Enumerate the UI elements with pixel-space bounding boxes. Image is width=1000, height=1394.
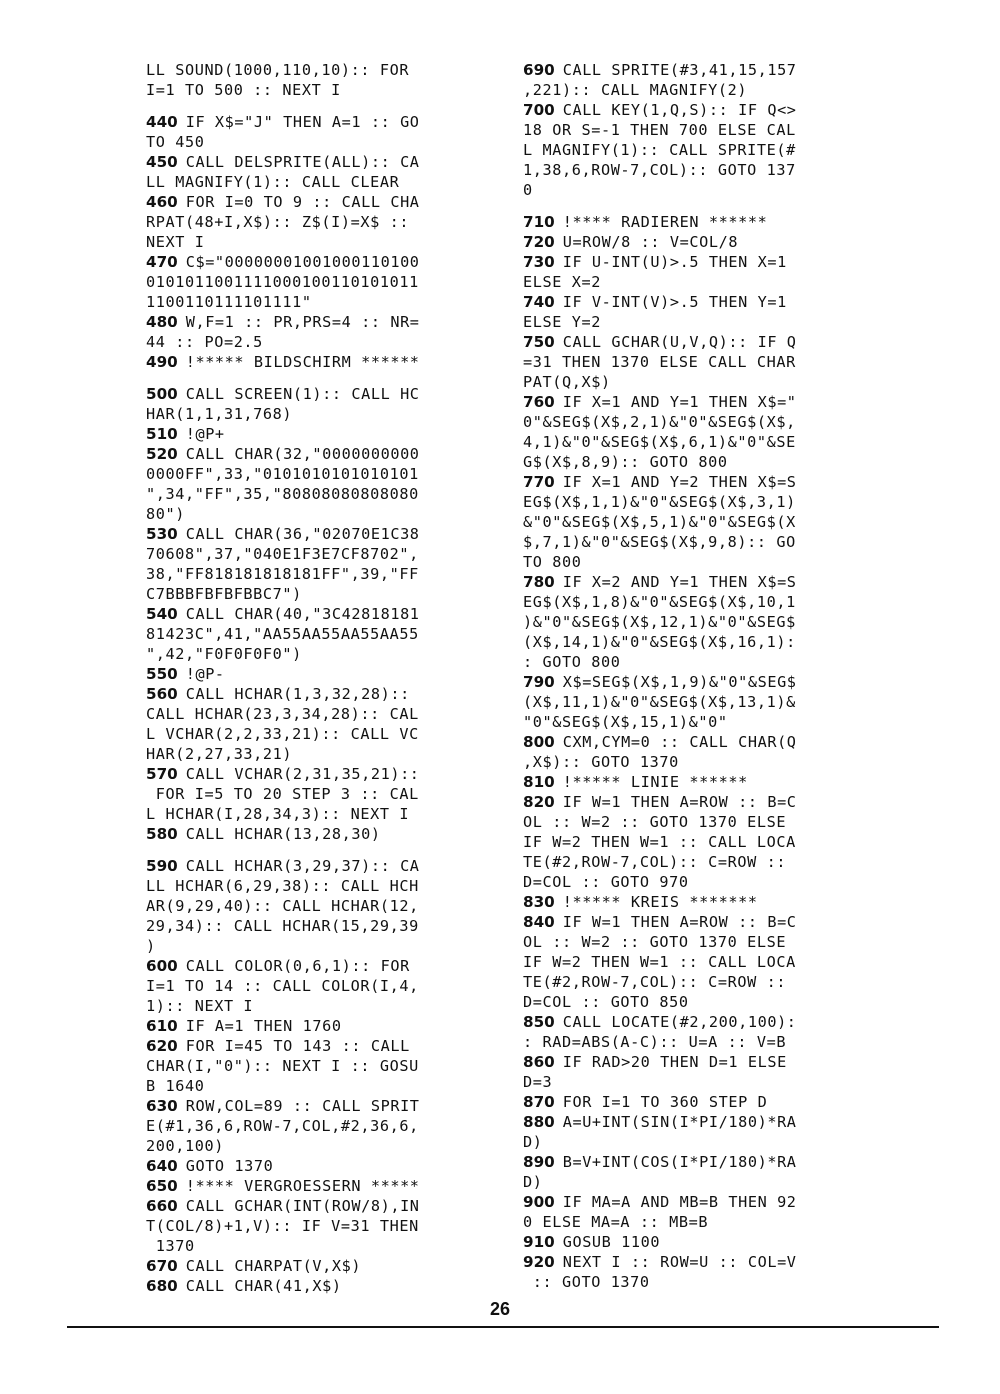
code-line [146,724,492,744]
code-line [146,212,492,232]
code-line [146,1156,492,1176]
code-line [146,1116,492,1136]
code-text: "0"&SEG$(X$,15,1)&"0" [523,713,728,731]
code-text: EG$(X$,1,8)&"0"&SEG$(X$,10,1 [523,593,796,611]
code-line [523,1252,869,1272]
line-number: 640 [146,1157,178,1175]
code-text: L MAGNIFY(1):: CALL SPRITE(# [523,141,796,159]
code-line [523,392,869,412]
listing-column-right [523,60,869,1292]
code-text: 0 [523,181,533,199]
line-number: 850 [523,1013,555,1031]
code-line [523,592,869,612]
code-line [146,352,492,372]
code-line [146,152,492,172]
code-line [146,1136,492,1156]
code-text: CALL DELSPRITE(ALL):: CA [185,153,420,171]
code-text: EG$(X$,1,1)&"0"&SEG$(X$,3,1) [523,493,796,511]
code-text: CALL HCHAR(3,29,37):: CA [185,857,420,875]
code-line [523,832,869,852]
code-text: =31 THEN 1370 ELSE CALL CHAR [523,353,796,371]
code-text: IF X=2 AND Y=1 THEN X$=S [562,573,797,591]
code-text: X$=SEG$(X$,1,9)&"0"&SEG$ [562,673,797,691]
code-line [523,652,869,672]
code-text: CALL CHARPAT(V,X$) [185,1257,362,1275]
code-line [523,352,869,372]
code-text: TE(#2,ROW-7,COL):: C=ROW :: [523,973,787,991]
line-number: 820 [523,793,555,811]
code-text: IF U-INT(U)>.5 THEN X=1 [562,253,787,271]
code-text: !***** LINIE ****** [562,773,748,791]
code-text: : GOTO 800 [523,653,621,671]
code-text: C$="00000001001000110100 [185,253,420,271]
code-text: LL MAGNIFY(1):: CALL CLEAR [146,173,400,191]
code-text: RPAT(48+I,X$):: Z$(I)=X$ :: [146,213,410,231]
code-text: L HCHAR(I,28,34,3):: NEXT I [146,805,410,823]
code-line [523,232,869,252]
code-text: GOSUB 1100 [562,1233,661,1251]
code-text: :: GOTO 1370 [523,1273,650,1291]
line-number: 730 [523,253,555,271]
code-line [146,1096,492,1116]
code-text: OL :: W=2 :: GOTO 1370 ELSE [523,933,787,951]
code-text: CALL CHAR(41,X$) [185,1277,342,1295]
line-number: 650 [146,1177,178,1195]
line-number: 630 [146,1097,178,1115]
code-text: CALL COLOR(0,6,1):: FOR [185,957,410,975]
code-text: CALL GCHAR(INT(ROW/8),IN [185,1197,420,1215]
line-number: 810 [523,773,555,791]
line-number: 710 [523,213,555,231]
code-line [146,444,492,464]
code-text: D=COL :: GOTO 970 [523,873,689,891]
code-text: 200,100) [146,1137,224,1155]
code-text: (X$,11,1)&"0"&SEG$(X$,13,1)& [523,693,796,711]
code-line [523,372,869,392]
line-number: 750 [523,333,555,351]
code-line [146,804,492,824]
code-line [523,160,869,180]
code-line [523,492,869,512]
code-text: CALL HCHAR(13,28,30) [185,825,381,843]
code-line [523,472,869,492]
code-text: IF W=2 THEN W=1 :: CALL LOCA [523,833,796,851]
code-line [146,1036,492,1056]
code-line [523,632,869,652]
code-text: TE(#2,ROW-7,COL):: C=ROW :: [523,853,787,871]
code-line [146,976,492,996]
code-line [146,484,492,504]
listing-column-left [146,60,492,1296]
line-number: 840 [523,913,555,931]
code-line [523,452,869,472]
line-number: 540 [146,605,178,623]
code-line [146,744,492,764]
code-text: OL :: W=2 :: GOTO 1370 ELSE [523,813,787,831]
line-number: 660 [146,1197,178,1215]
code-line [523,1172,869,1192]
line-number: 700 [523,101,555,119]
code-line [146,584,492,604]
code-line [523,812,869,832]
code-text: ,221):: CALL MAGNIFY(2) [523,81,748,99]
code-line [523,100,869,120]
code-line [146,332,492,352]
code-line [146,916,492,936]
code-text: B=V+INT(COS(I*PI/180)*RA [562,1153,797,1171]
code-line [523,252,869,272]
code-text: !***** BILDSCHIRM ****** [185,353,420,371]
line-number: 460 [146,193,178,211]
code-line [523,952,869,972]
code-line [146,956,492,976]
code-line [523,1112,869,1132]
code-line [523,332,869,352]
code-line [523,1052,869,1072]
line-number: 620 [146,1037,178,1055]
code-line [523,1032,869,1052]
code-text: 80") [146,505,185,523]
code-text: D=COL :: GOTO 850 [523,993,689,1011]
code-line [146,684,492,704]
code-line [146,764,492,784]
code-line [523,1152,869,1172]
code-line [523,912,869,932]
code-text: 18 OR S=-1 THEN 700 ELSE CAL [523,121,796,139]
code-line [523,272,869,292]
code-text: NEXT I [146,233,205,251]
line-number: 860 [523,1053,555,1071]
line-number: 500 [146,385,178,403]
code-text: !***** KREIS ******* [562,893,758,911]
code-text: !@P- [185,665,225,683]
code-line [523,1132,869,1152]
code-line [146,112,492,132]
code-text: IF A=1 THEN 1760 [185,1017,342,1035]
code-line [146,1176,492,1196]
code-text: ELSE X=2 [523,273,601,291]
line-number: 800 [523,733,555,751]
line-number: 920 [523,1253,555,1271]
code-line [146,1256,492,1276]
code-line [146,424,492,444]
code-line [146,272,492,292]
code-text: 38,"FF818181818181FF",39,"FF [146,565,419,583]
code-line [523,872,869,892]
code-line [523,1232,869,1252]
code-text: I=1 TO 500 :: NEXT I [146,81,341,99]
code-text: CALL CHAR(32,"0000000000 [185,445,420,463]
code-line [523,212,869,232]
code-line [146,784,492,804]
code-line [523,512,869,532]
code-text: 81423C",41,"AA55AA55AA55AA55 [146,625,419,643]
line-number: 490 [146,353,178,371]
code-line [146,252,492,272]
footer-rule [67,1326,939,1328]
code-text: LL SOUND(1000,110,10):: FOR [146,61,410,79]
code-text: 0"&SEG$(X$,2,1)&"0"&SEG$(X$, [523,413,796,431]
code-text: FOR I=45 TO 143 :: CALL [185,1037,410,1055]
code-line [146,312,492,332]
code-text: NEXT I :: ROW=U :: COL=V [562,1253,797,1271]
code-text: 0 ELSE MA=A :: MB=B [523,1213,709,1231]
code-text: 29,34):: CALL HCHAR(15,29,39 [146,917,419,935]
code-text: FOR I=1 TO 360 STEP D [562,1093,768,1111]
line-number: 910 [523,1233,555,1251]
code-text: G$(X$,8,9):: GOTO 800 [523,453,728,471]
code-text: 70608",37,"040E1F3E7CF8702", [146,545,419,563]
line-number: 580 [146,825,178,843]
code-text: FOR I=5 TO 20 STEP 3 :: CAL [146,785,419,803]
code-line [146,644,492,664]
code-line [523,1192,869,1212]
code-text: 4,1)&"0"&SEG$(X$,6,1)&"0"&SE [523,433,796,451]
code-line [523,432,869,452]
code-line [146,1196,492,1216]
code-text: CALL CHAR(40,"3C42818181 [185,605,420,623]
code-text: ELSE Y=2 [523,313,601,331]
code-text: IF RAD>20 THEN D=1 ELSE [562,1053,787,1071]
code-text: 44 :: PO=2.5 [146,333,263,351]
line-number: 720 [523,233,555,251]
line-number: 550 [146,665,178,683]
code-line [146,1216,492,1236]
code-line [146,172,492,192]
code-text: IF X$="J" THEN A=1 :: GO [185,113,420,131]
code-text: HAR(2,27,33,21) [146,745,293,763]
code-line [146,604,492,624]
code-text: ",34,"FF",35,"80808080808080 [146,485,419,503]
code-line [523,140,869,160]
listing-gap [523,200,869,212]
code-line [523,672,869,692]
code-line [146,1076,492,1096]
code-line [523,612,869,632]
code-line [523,60,869,80]
code-text: CALL GCHAR(U,V,Q):: IF Q [562,333,797,351]
code-line [523,572,869,592]
code-line [146,1236,492,1256]
code-line [523,180,869,200]
code-text: PAT(Q,X$) [523,373,611,391]
code-line [146,936,492,956]
code-line [146,996,492,1016]
code-line [146,856,492,876]
listing-gap [146,372,492,384]
code-line [146,1276,492,1296]
code-line [146,524,492,544]
code-line [523,80,869,100]
code-text: W,F=1 :: PR,PRS=4 :: NR= [185,313,420,331]
code-text: ,X$):: GOTO 1370 [523,753,679,771]
line-number: 440 [146,113,178,131]
code-text: CALL HCHAR(23,3,34,28):: CAL [146,705,419,723]
code-text: 1370 [146,1237,195,1255]
code-text: )&"0"&SEG$(X$,12,1)&"0"&SEG$ [523,613,796,631]
code-text: ROW,COL=89 :: CALL SPRIT [185,1097,420,1115]
code-line [146,876,492,896]
line-number: 530 [146,525,178,543]
code-text: IF W=2 THEN W=1 :: CALL LOCA [523,953,796,971]
code-line [523,792,869,812]
code-line [523,1212,869,1232]
line-number: 450 [146,153,178,171]
code-line [146,896,492,916]
code-line [523,752,869,772]
code-text: GOTO 1370 [185,1157,274,1175]
code-text: IF V-INT(V)>.5 THEN Y=1 [562,293,787,311]
code-text: TO 800 [523,553,582,571]
code-line [146,80,492,100]
code-line [523,892,869,912]
listing-gap [146,100,492,112]
line-number: 570 [146,765,178,783]
code-text: CALL HCHAR(1,3,32,28):: [185,685,410,703]
code-line [523,120,869,140]
code-line [146,504,492,524]
code-text: IF W=1 THEN A=ROW :: B=C [562,793,797,811]
code-line [523,692,869,712]
code-line [523,712,869,732]
code-text: D) [523,1133,543,1151]
line-number: 880 [523,1113,555,1131]
code-line [146,232,492,252]
code-text: IF X=1 AND Y=1 THEN X$=" [562,393,797,411]
code-text: 1100110111101111" [146,293,312,311]
code-text: 0101011001111000100110101011 [146,273,419,291]
line-number: 770 [523,473,555,491]
code-line [523,1092,869,1112]
code-line [146,624,492,644]
code-text: AR(9,29,40):: CALL HCHAR(12, [146,897,419,915]
line-number: 510 [146,425,178,443]
line-number: 780 [523,573,555,591]
code-line [146,664,492,684]
code-text: L VCHAR(2,2,33,21):: CALL VC [146,725,419,743]
code-text: E(#1,36,6,ROW-7,COL,#2,36,6, [146,1117,419,1135]
code-text: A=U+INT(SIN(I*PI/180)*RA [562,1113,797,1131]
code-text: &"0"&SEG$(X$,5,1)&"0"&SEG$(X [523,513,796,531]
code-line [523,972,869,992]
code-text: TO 450 [146,133,205,151]
code-text: D) [523,1173,543,1191]
code-line [146,192,492,212]
code-text: IF W=1 THEN A=ROW :: B=C [562,913,797,931]
code-text: IF X=1 AND Y=2 THEN X$=S [562,473,797,491]
code-line [523,532,869,552]
line-number: 790 [523,673,555,691]
code-text: CHAR(I,"0"):: NEXT I :: GOSU [146,1057,419,1075]
code-text: $,7,1)&"0"&SEG$(X$,9,8):: GO [523,533,796,551]
code-line [523,732,869,752]
code-line [146,564,492,584]
line-number: 470 [146,253,178,271]
code-line [146,704,492,724]
code-text: D=3 [523,1073,553,1091]
code-line [146,1056,492,1076]
code-line [146,544,492,564]
line-number: 870 [523,1093,555,1111]
code-line [146,824,492,844]
listing-gap [146,844,492,856]
line-number: 740 [523,293,555,311]
code-text: (X$,14,1)&"0"&SEG$(X$,16,1): [523,633,796,651]
code-text: CALL SPRITE(#3,41,15,157 [562,61,797,79]
code-text: CALL LOCATE(#2,200,100): [562,1013,797,1031]
code-line [523,312,869,332]
line-number: 610 [146,1017,178,1035]
code-text: FOR I=0 TO 9 :: CALL CHA [185,193,420,211]
line-number: 480 [146,313,178,331]
code-line [523,292,869,312]
line-number: 520 [146,445,178,463]
code-line [523,852,869,872]
code-text: 0000FF",33,"0101010101010101 [146,465,419,483]
code-line [146,60,492,80]
code-line [523,1012,869,1032]
code-text: C7BBBFBFBFBBC7") [146,585,302,603]
code-text: T(COL/8)+1,V):: IF V=31 THEN [146,1217,419,1235]
code-line [146,404,492,424]
code-text: 1,38,6,ROW-7,COL):: GOTO 137 [523,161,796,179]
code-line [523,992,869,1012]
code-line [523,932,869,952]
code-line [146,1016,492,1036]
code-text: CALL KEY(1,Q,S):: IF Q<> [562,101,797,119]
line-number: 680 [146,1277,178,1295]
code-text: HAR(1,1,31,768) [146,405,293,423]
line-number: 560 [146,685,178,703]
code-line [523,412,869,432]
code-line [146,132,492,152]
line-number: 600 [146,957,178,975]
code-line [146,292,492,312]
code-text: IF MA=A AND MB=B THEN 92 [562,1193,797,1211]
code-text: !**** RADIEREN ****** [562,213,768,231]
page-number: 26 [489,1299,511,1319]
code-text: LL HCHAR(6,29,38):: CALL HCH [146,877,419,895]
code-text: !**** VERGROESSERN ***** [185,1177,420,1195]
code-line [523,772,869,792]
code-text: CALL CHAR(36,"02070E1C38 [185,525,420,543]
code-text: : RAD=ABS(A-C):: U=A :: V=B [523,1033,787,1051]
code-text: 1):: NEXT I [146,997,254,1015]
line-number: 890 [523,1153,555,1171]
code-text: ",42,"F0F0F0F0") [146,645,302,663]
code-text: B 1640 [146,1077,205,1095]
line-number: 690 [523,61,555,79]
code-line [523,1072,869,1092]
code-line [146,384,492,404]
code-line [146,464,492,484]
code-text: CALL SCREEN(1):: CALL HC [185,385,420,403]
code-text: CXM,CYM=0 :: CALL CHAR(Q [562,733,797,751]
code-line [523,552,869,572]
code-text: U=ROW/8 :: V=COL/8 [562,233,739,251]
line-number: 760 [523,393,555,411]
line-number: 590 [146,857,178,875]
code-text: ) [146,937,156,955]
code-line [523,1272,869,1292]
code-text: I=1 TO 14 :: CALL COLOR(I,4, [146,977,419,995]
line-number: 900 [523,1193,555,1211]
code-text: CALL VCHAR(2,31,35,21):: [185,765,420,783]
line-number: 830 [523,893,555,911]
line-number: 670 [146,1257,178,1275]
code-text: !@P+ [185,425,225,443]
